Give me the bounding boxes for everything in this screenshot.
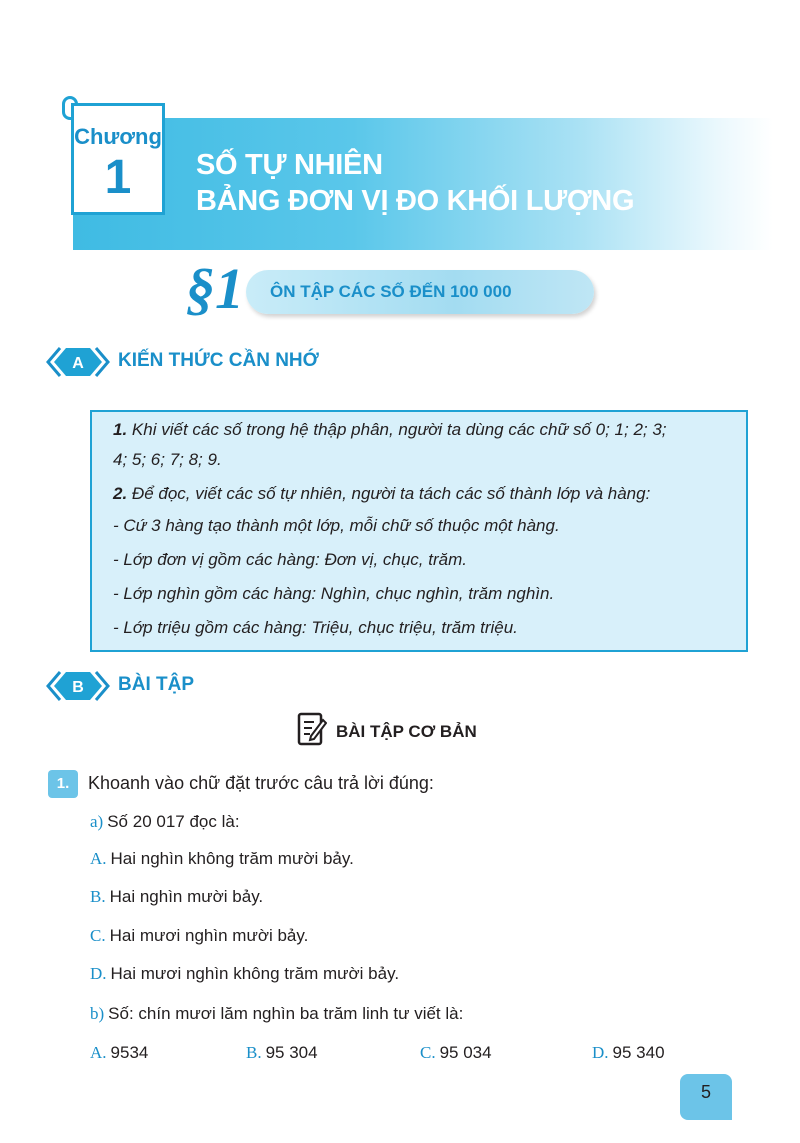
option-c[interactable] (90, 926, 308, 946)
option-text: 9534 (110, 1043, 149, 1062)
knowledge-item-2-number: 2. (113, 484, 128, 503)
part-a-letter: A (72, 355, 84, 372)
knowledge-item-1-text: Khi viết các số trong hệ thập phân, người ta dùng các chữ số 0; 1; 2; 3; (131, 420, 667, 439)
option-key: B. (90, 887, 106, 906)
option-a[interactable] (90, 849, 354, 869)
part-b-text: Số: chín mươi lăm nghìn ba trăm linh tư viết là: (108, 1004, 464, 1023)
part-a-text: Số 20 017 đọc là: (107, 812, 240, 831)
option-text: Hai nghìn mười bảy. (109, 887, 264, 906)
question-number-badge: 1. (48, 770, 78, 798)
option-key: D. (90, 964, 107, 983)
knowledge-bullet: - Lớp triệu gồm các hàng: Triệu, chục triệu, trăm triệu. (113, 618, 518, 637)
option-a[interactable] (90, 1043, 148, 1063)
knowledge-item-2-text: Để đọc, viết các số tự nhiên, người ta tách các số thành lớp và hàng: (131, 484, 651, 503)
part-a-label: KIẾN THỨC CẦN NHỚ (118, 350, 319, 371)
part-b-key: b) (90, 1004, 105, 1023)
question-part-a (90, 812, 240, 832)
option-key: A. (90, 849, 107, 868)
knowledge-item-1 (113, 420, 667, 440)
option-c[interactable] (420, 1043, 492, 1063)
option-key: C. (420, 1043, 436, 1062)
option-d[interactable] (90, 964, 399, 984)
part-b-label: BÀI TẬP (118, 674, 194, 695)
part-b-diamond-icon (46, 668, 110, 704)
option-key: D. (592, 1043, 609, 1062)
option-key: A. (90, 1043, 107, 1062)
option-text: 95 340 (612, 1043, 665, 1062)
knowledge-bullet: - Lớp đơn vị gồm các hàng: Đơn vị, chục, trăm. (113, 550, 467, 569)
chapter-title (196, 147, 634, 219)
knowledge-item-1-cont: 4; 5; 6; 7; 8; 9. (113, 450, 222, 469)
section-title: ÔN TẬP CÁC SỐ ĐẾN 100 000 (270, 282, 512, 301)
option-key: C. (90, 926, 106, 945)
exercise-heading: BÀI TẬP CƠ BẢN (336, 722, 477, 741)
notepad-pencil-icon (297, 712, 327, 746)
option-text: 95 034 (439, 1043, 492, 1062)
section-mark: §1 (186, 256, 244, 321)
option-d[interactable] (592, 1043, 665, 1063)
option-text: 95 304 (265, 1043, 318, 1062)
chapter-number: 1 (104, 151, 132, 204)
page-number: 5 (700, 1082, 711, 1102)
chapter-title-line1: SỐ TỰ NHIÊN (196, 149, 383, 181)
option-b[interactable] (246, 1043, 318, 1063)
chapter-title-line2: BẢNG ĐƠN VỊ ĐO KHỐI LƯỢNG (196, 185, 635, 217)
question-prompt: Khoanh vào chữ đặt trước câu trả lời đúng: (88, 773, 434, 793)
knowledge-item-1-number: 1. (113, 420, 128, 439)
part-a-key: a) (90, 812, 104, 831)
knowledge-item-2 (113, 484, 650, 504)
chapter-word: Chương (74, 124, 162, 149)
option-text: Hai mươi nghìn mười bảy. (109, 926, 309, 945)
option-key: B. (246, 1043, 262, 1062)
question-part-b (90, 1004, 463, 1024)
knowledge-bullet: - Lớp nghìn gồm các hàng: Nghìn, chục nghìn, trăm nghìn. (113, 584, 555, 603)
knowledge-bullet: - Cứ 3 hàng tạo thành một lớp, mỗi chữ số thuộc một hàng. (113, 516, 560, 535)
option-text: Hai mươi nghìn không trăm mười bảy. (110, 964, 400, 983)
part-a-diamond-icon (46, 344, 110, 380)
part-b-letter: B (72, 679, 84, 696)
option-text: Hai nghìn không trăm mười bảy. (110, 849, 354, 868)
option-b[interactable] (90, 887, 263, 907)
